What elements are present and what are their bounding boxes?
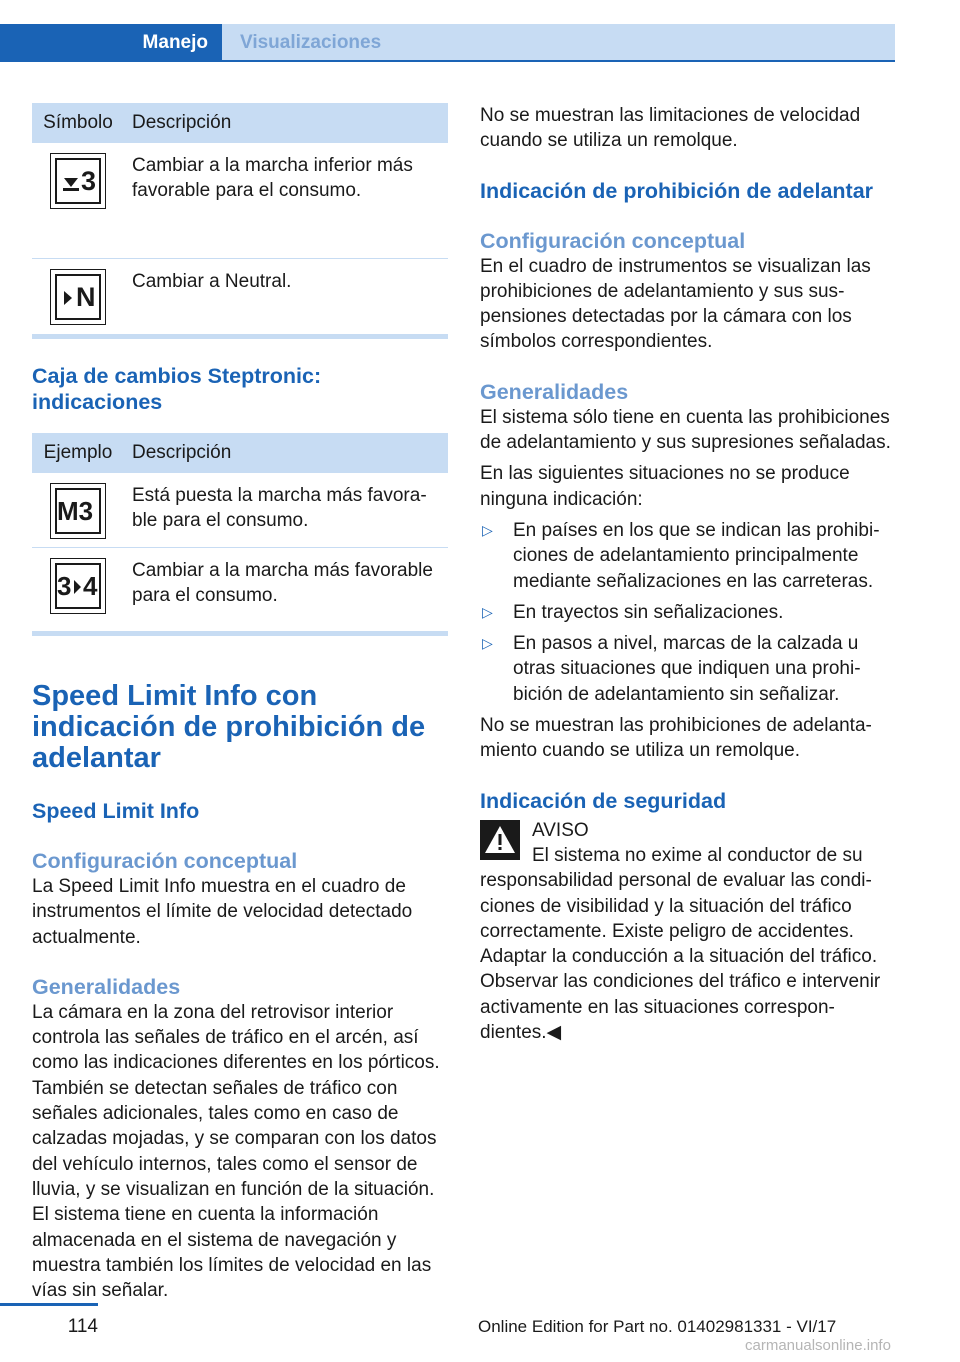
warning-triangle-icon [480, 820, 520, 860]
table-row [32, 143, 448, 258]
row-description: Está puesta la marcha más favorable para el consumo. [124, 473, 448, 547]
m3-symbol-icon [50, 483, 106, 539]
list-item: ▷ En países en los que se indican las prohibiciones de adelantamiento principalmente mediante señalizaciones en las carreteras. [482, 519, 880, 592]
table-header-description: Descripción [124, 433, 448, 473]
tab-visualizaciones[interactable]: Visualizaciones [222, 24, 895, 60]
concept-heading: Configuración conceptual [480, 228, 746, 253]
gear-text: M3 [57, 496, 94, 526]
steptronic-heading: Caja de cambios Steptronic: indicaciones [32, 364, 322, 414]
arrow-right-N-symbol-icon [50, 269, 106, 325]
no-overtaking-heading: Indicación de prohibición de adelantar [480, 178, 874, 203]
watermark: carmanualsonline.info [745, 1337, 891, 1354]
tab-manejo[interactable]: Manejo [0, 24, 222, 60]
table-header-symbol: Símbolo [32, 103, 124, 143]
situations-paragraph: En las siguientes situaciones no se produce ninguna indicación: [480, 463, 850, 510]
table-end-rule [32, 631, 448, 636]
gear-digit: 3 [81, 166, 97, 196]
general-paragraph: El sistema sólo tiene en cuenta las prohibiciones de adelantamiento y sus supresiones señaladas. [480, 406, 891, 454]
example-table [32, 433, 448, 623]
gear-digit-from: 3 [57, 570, 72, 601]
table-row [32, 547, 448, 623]
footer-rule [0, 1303, 98, 1306]
speed-limit-info-subheading: Speed Limit Info [32, 799, 200, 823]
arrow-right-icon [51, 559, 107, 615]
list-item: ▷ En pasos a nivel, marcas de la calzada u otras situaciones que indiquen una prohibición de adelantamiento sin señalizar. [482, 633, 861, 705]
trailer-paragraph-2: No se muestran las prohibiciones de adelantamiento cuando se utiliza un remolque. [480, 715, 872, 762]
table-header-example: Ejemplo [32, 433, 124, 473]
arrow-down-icon [51, 154, 107, 210]
right-column [480, 103, 898, 1045]
header-tabbar [0, 24, 895, 62]
arrow-down-3-symbol-icon [50, 153, 106, 209]
row-description: Cambiar a la marcha más favorable para el consumo. [132, 559, 433, 606]
warning-block [480, 818, 898, 1046]
gear-letter: N [76, 281, 96, 312]
concept-paragraph: En el cuadro de instrumentos se visualizan las prohibiciones de adelantamiento y sus suspensiones detectadas por la cámara con los símbolos correspondientes. [480, 255, 871, 353]
speed-limit-heading: Speed Limit Info con indicación de prohibición de adelantar [32, 680, 426, 774]
situations-list [480, 518, 898, 707]
bullet-triangle-icon: ▷ [482, 603, 493, 620]
concept-heading: Configuración conceptual [32, 849, 298, 873]
table-end-rule [32, 334, 448, 339]
trailer-paragraph: No se muestran las limitaciones de velocidad cuando se utiliza un remolque. [480, 105, 861, 152]
table-row [32, 258, 448, 334]
left-column [32, 103, 448, 1303]
general-heading: Generalidades [32, 974, 181, 999]
edition-text: Online Edition for Part no. 01402981331 - VI/17 [478, 1317, 837, 1336]
warning-text: El sistema no exime al conductor de su responsabilidad personal de evaluar las condiciones de visibilidad y la situación del tráfico correctamente. Existe peligro de accidentes. Adaptar la conducción a la situación del tráfico. Observar las condiciones del tráfico e intervenir activamente en las situaciones correspondientes.◀ [480, 844, 881, 1044]
safety-heading: Indicación de seguridad [480, 788, 727, 813]
list-item: ▷ En trayectos sin señalizaciones. [480, 600, 898, 625]
concept-paragraph: La Speed Limit Info muestra en el cuadro de instrumentos el límite de velocidad detectado actualmente. [32, 876, 413, 948]
table-row [32, 473, 448, 547]
bullet-triangle-icon: ▷ [482, 521, 493, 538]
warning-label: AVISO [532, 819, 589, 841]
row-description: Cambiar a Neutral. [132, 270, 292, 292]
symbol-table [32, 103, 448, 334]
3-to-4-symbol-icon [50, 558, 106, 614]
general-paragraph: La cámara en la zona del retrovisor interior controla las señales de tráfico en el arcén, así como las indicaciones diferentes en los pórticos. También se detectan señales de tráfico con señales adicionales, tales como en caso de calzadas mojadas, y se comparan con los datos del vehículo internos, tales como el sensor de lluvia, y se visualizan en función de la situación. El sistema tiene en cuenta la información almacenada en el sistema de navegación y muestra también los límites de velocidad en las vías sin señalar. [32, 1001, 440, 1302]
bullet-triangle-icon: ▷ [482, 635, 493, 652]
row-description: Cambiar a la marcha inferior más favorable para el consumo. [124, 143, 448, 258]
table-header-description: Descripción [124, 103, 448, 143]
gear-digit-to: 4 [83, 570, 98, 601]
page-number: 114 [67, 1316, 98, 1337]
general-heading: Generalidades [480, 379, 629, 404]
